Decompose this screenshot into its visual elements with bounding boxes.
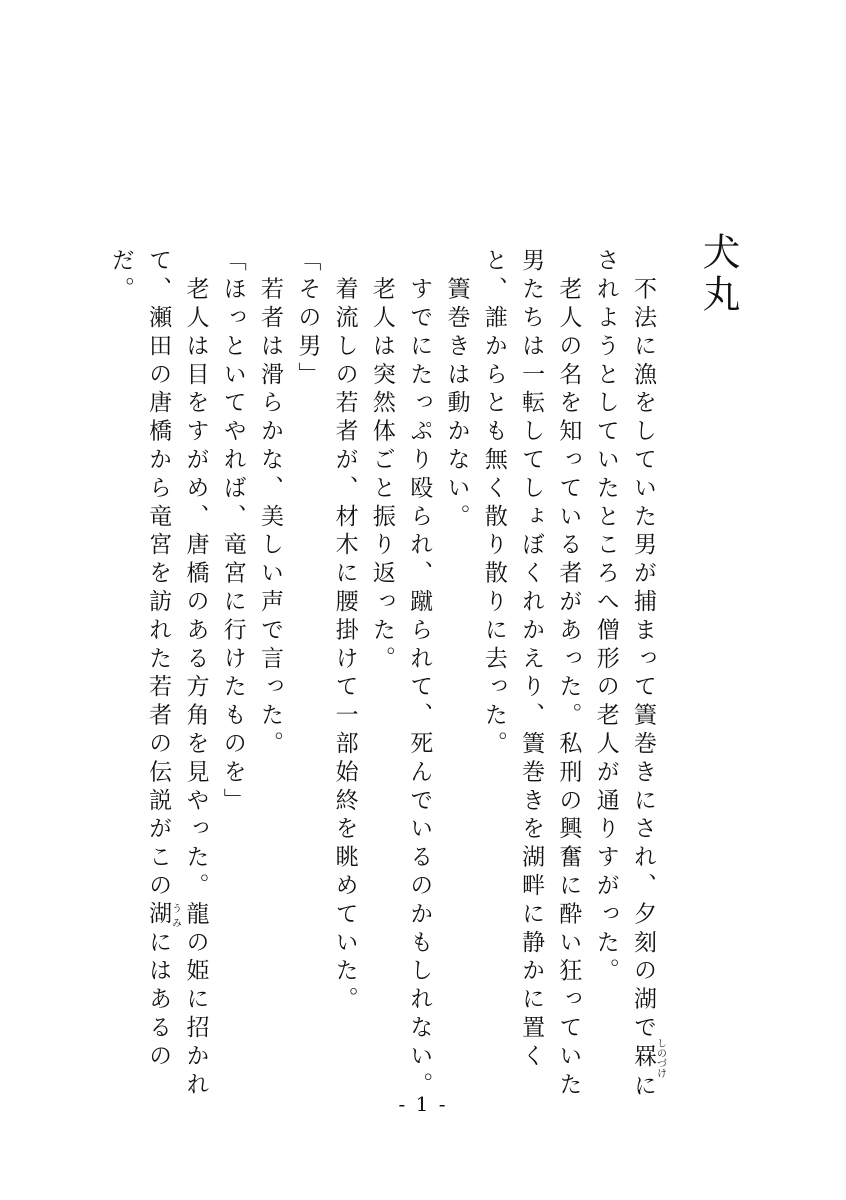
- paragraph: [325, 248, 362, 1108]
- ruby-annotation: [630, 1038, 666, 1079]
- ruby-reading: うみ: [169, 901, 181, 930]
- text-segment: 着流しの若者が、材木に腰掛けて一部始終を眺めていた。: [331, 276, 358, 1015]
- paragraph: [475, 248, 587, 1108]
- ruby-reading: しのづけ: [654, 1038, 666, 1079]
- paragraph: [363, 248, 400, 1108]
- text-segment: にされようとしていたところへ僧形の老人が通りすがった。: [592, 248, 656, 1102]
- paragraph: [102, 248, 214, 1108]
- paragraph: [437, 248, 474, 1108]
- paragraph: [586, 248, 665, 1108]
- text-segment: 簀巻きは動かない。: [443, 276, 470, 533]
- text-segment: 若者は滑らかな、美しい声で言った。: [257, 276, 284, 760]
- text-segment: 「その男」: [294, 248, 321, 390]
- text-segment: 「ほっといてやれば、竜宮に行けたものを」: [219, 248, 246, 816]
- text-segment: 不法に漁をしていた男が捕まって簀巻きにされ、夕刻の湖で: [630, 276, 656, 1044]
- text-segment: 老人は突然体ごと振り返った。: [368, 276, 395, 675]
- paragraph: [251, 248, 288, 1108]
- page-number: - 1 -: [398, 1092, 448, 1116]
- paragraph: [213, 248, 250, 1108]
- ruby-annotation: [145, 901, 181, 930]
- paragraph: [288, 248, 325, 1108]
- chapter-title: 犬丸: [696, 232, 740, 316]
- text-segment: 老人は目をすがめ、唐橋のある方角を見やった。龍の姫に招かれて、瀬田の唐橋から竜宮を訪れた若者の伝説がこの: [145, 248, 209, 1101]
- text-segment: すでにたっぷり殴られ、蹴られて、死んでいるのかもしれない。: [406, 276, 433, 1101]
- paragraph: [400, 248, 437, 1108]
- ruby-base: 罧: [630, 1038, 656, 1079]
- story-body: [107, 248, 666, 1108]
- text-segment: 老人の名を知っている者があった。私刑の興奮に酔い狂っていた男たちは一転してしょぼくれかえり、簀巻きを湖畔に静かに置くと、誰からとも無く散り散りに去った。: [480, 248, 582, 1101]
- ruby-base: 湖: [145, 901, 172, 930]
- text-segment: にはあるのだ。: [107, 248, 172, 1072]
